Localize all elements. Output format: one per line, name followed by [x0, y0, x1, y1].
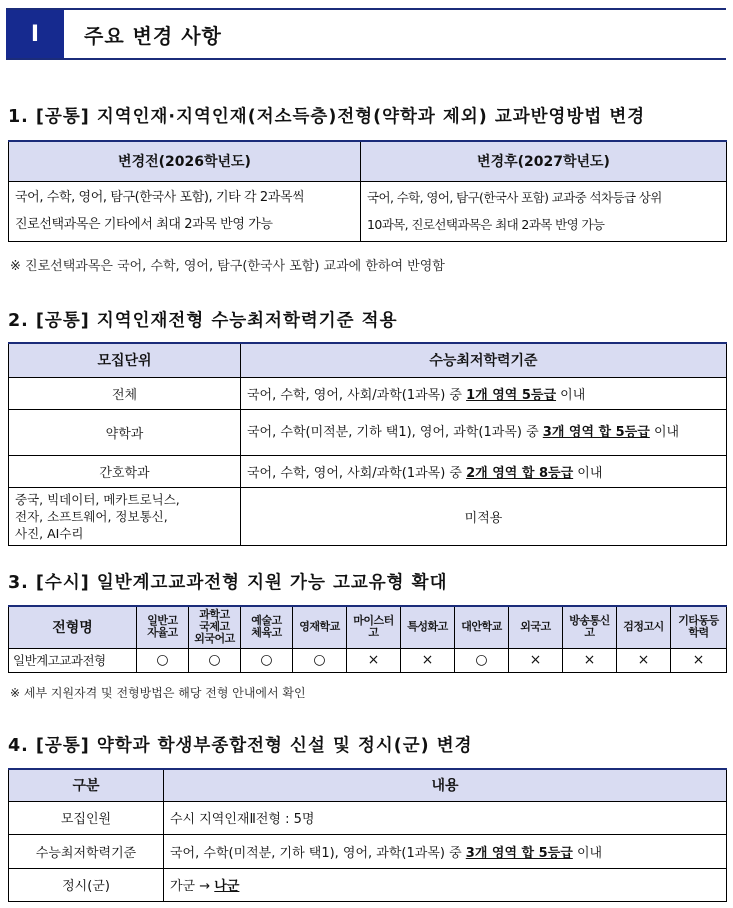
s3-col-type-line: 국제고 [199, 620, 230, 634]
s3-col-type-line: 과학고 [199, 608, 230, 622]
s3-col-type [455, 606, 509, 648]
s4-row2-suffix: 이내 [572, 845, 603, 861]
s1-after-line1: 국어, 수학, 영어, 탐구(한국사 포함) 교과중 석차등급 상위 [367, 190, 662, 205]
s3-col-type-line: 일반고 [147, 614, 178, 628]
s3-mark-cell: × [671, 648, 727, 672]
s3-mark-cell: ○ [455, 648, 509, 672]
s3-col-type-line: 체육고 [251, 626, 282, 640]
s3-col-type [401, 606, 455, 648]
s2-row2-unit: 약학과 [9, 409, 241, 455]
s3-col-type [347, 606, 401, 648]
s4-row3-kind: 정시(군) [9, 868, 164, 901]
s1-after-line2: 10과목, 진로선택과목은 최대 2과목 반영 가능 [367, 217, 605, 232]
s2-title: 2. [공통] 지역인재전형 수능최저학력기준 적용 [8, 311, 398, 331]
s2-row1-emphasis: 1개 영역 5등급 [466, 387, 557, 403]
s4-row3-text: 가군 → [170, 879, 215, 894]
s3-mark-cell: × [617, 648, 671, 672]
s2-row1-text: 국어, 수학, 영어, 사회/과학(1과목) 중 [247, 387, 467, 403]
s3-col-type-line: 외국어고 [194, 632, 235, 646]
s2-row2-suffix: 이내 [649, 424, 680, 440]
s3-col-type-line: 검정고시 [623, 620, 664, 634]
s3-col-type-line: 영재학교 [299, 620, 340, 634]
s3-table [8, 605, 727, 673]
s2-row3-text: 국어, 수학, 영어, 사회/과학(1과목) 중 [247, 465, 467, 481]
s2-row2-criteria [241, 409, 727, 455]
s4-row [9, 801, 727, 834]
s4-row2-kind: 수능최저학력기준 [9, 834, 164, 868]
s3-mark-cell: ○ [189, 648, 241, 672]
s4-row1-kind: 모집인원 [9, 801, 164, 834]
s2-col-criteria: 수능최저학력기준 [241, 343, 727, 377]
s4-row2-content [164, 834, 727, 868]
s3-mark-cell: × [401, 648, 455, 672]
section-header-title: 주요 변경 사항 [84, 23, 222, 48]
s3-col-name: 전형명 [9, 606, 137, 648]
s1-note: ※ 진로선택과목은 국어, 수학, 영어, 탐구(한국사 포함) 교과에 한하여 반영함 [10, 259, 445, 274]
s1-after-cell [361, 181, 727, 241]
s3-col-type-line: 예술고 [251, 614, 282, 628]
s4-row3-emphasis: 나군 [214, 879, 240, 894]
s2-row [9, 455, 727, 487]
s2-row4-criteria: 미적용 [241, 487, 727, 545]
s2-row4-unit-line3: 사진, AI수리 [15, 525, 84, 541]
s4-table [8, 768, 727, 902]
s3-col-type-line: 방송통신고 [569, 614, 610, 640]
s2-row2-emphasis: 3개 영역 합 5등급 [542, 424, 650, 440]
s2-row3-emphasis: 2개 영역 합 8등급 [466, 465, 574, 481]
s2-row3-suffix: 이내 [573, 465, 603, 481]
s1-before-cell [9, 181, 361, 241]
s1-col-after: 변경후(2027학년도) [361, 141, 727, 181]
s4-row1-content: 수시 지역인재Ⅱ전형 : 5명 [164, 801, 727, 834]
s2-row [9, 487, 727, 545]
s3-col-type [137, 606, 189, 648]
s3-mark-cell: ○ [293, 648, 347, 672]
s2-row4-unit [9, 487, 241, 545]
s4-title: 4. [공통] 약학과 학생부종합전형 신설 및 정시(군) 변경 [8, 736, 473, 756]
s3-col-type-line: 기타동등 [678, 614, 719, 628]
section-number-badge: Ⅰ [6, 10, 64, 58]
s2-row4-unit-line2: 전자, 소프트웨어, 정보통신, [15, 508, 168, 524]
s3-col-type [241, 606, 293, 648]
s3-col-type [509, 606, 563, 648]
s3-col-type [563, 606, 617, 648]
s2-row1-criteria [241, 377, 727, 409]
s1-table [8, 140, 727, 242]
s3-col-type [617, 606, 671, 648]
s2-row1-suffix: 이내 [556, 387, 586, 403]
s3-col-type-line: 학력 [688, 626, 709, 640]
s3-mark-cell: × [509, 648, 563, 672]
s2-row3-criteria [241, 455, 727, 487]
s2-table [8, 342, 727, 546]
s3-mark-cell: × [563, 648, 617, 672]
s2-col-unit: 모집단위 [9, 343, 241, 377]
s3-col-type-line: 특성화고 [407, 620, 448, 634]
s2-row4-unit-line1: 중국, 빅데이터, 메카트로닉스, [15, 491, 180, 507]
s3-col-type [671, 606, 727, 648]
s4-col-content: 내용 [164, 769, 727, 801]
s3-col-type [189, 606, 241, 648]
s4-row2-emphasis: 3개 영역 합 5등급 [465, 845, 573, 861]
s2-row1-unit: 전체 [9, 377, 241, 409]
s1-before-line1: 국어, 수학, 영어, 탐구(한국사 포함), 기타 각 2과목씩 [15, 190, 305, 205]
s2-row [9, 409, 727, 455]
s3-col-type-line: 외국고 [520, 620, 551, 634]
s3-col-type-line: 마이스터고 [353, 614, 394, 640]
s3-mark-cell: × [347, 648, 401, 672]
s1-title: 1. [공통] 지역인재·지역인재(저소득층)전형(약학과 제외) 교과반영방법 변경 [8, 107, 646, 127]
s4-row [9, 834, 727, 868]
s2-row2-text: 국어, 수학(미적분, 기하 택1), 영어, 과학(1과목) 중 [247, 424, 543, 440]
s1-before-line2: 진로선택과목은 기타에서 최대 2과목 반영 가능 [15, 217, 273, 232]
s4-col-kind: 구분 [9, 769, 164, 801]
s3-mark-cell: ○ [241, 648, 293, 672]
s3-row-name: 일반계고교과전형 [9, 648, 137, 672]
s3-col-type [293, 606, 347, 648]
s4-row3-content [164, 868, 727, 901]
s1-col-before: 변경전(2026학년도) [9, 141, 361, 181]
s3-title: 3. [수시] 일반계고교과전형 지원 가능 고교유형 확대 [8, 573, 448, 593]
s2-row [9, 377, 727, 409]
s4-row2-text: 국어, 수학(미적분, 기하 택1), 영어, 과학(1과목) 중 [170, 845, 466, 861]
s3-col-type-line: 대안학교 [461, 620, 502, 634]
s3-mark-cell: ○ [137, 648, 189, 672]
s4-row [9, 868, 727, 901]
s3-col-type-line: 자율고 [147, 626, 178, 640]
section-header [6, 8, 726, 60]
s3-note: ※ 세부 지원자격 및 전형방법은 해당 전형 안내에서 확인 [10, 686, 306, 700]
s2-row3-unit: 간호학과 [9, 455, 241, 487]
